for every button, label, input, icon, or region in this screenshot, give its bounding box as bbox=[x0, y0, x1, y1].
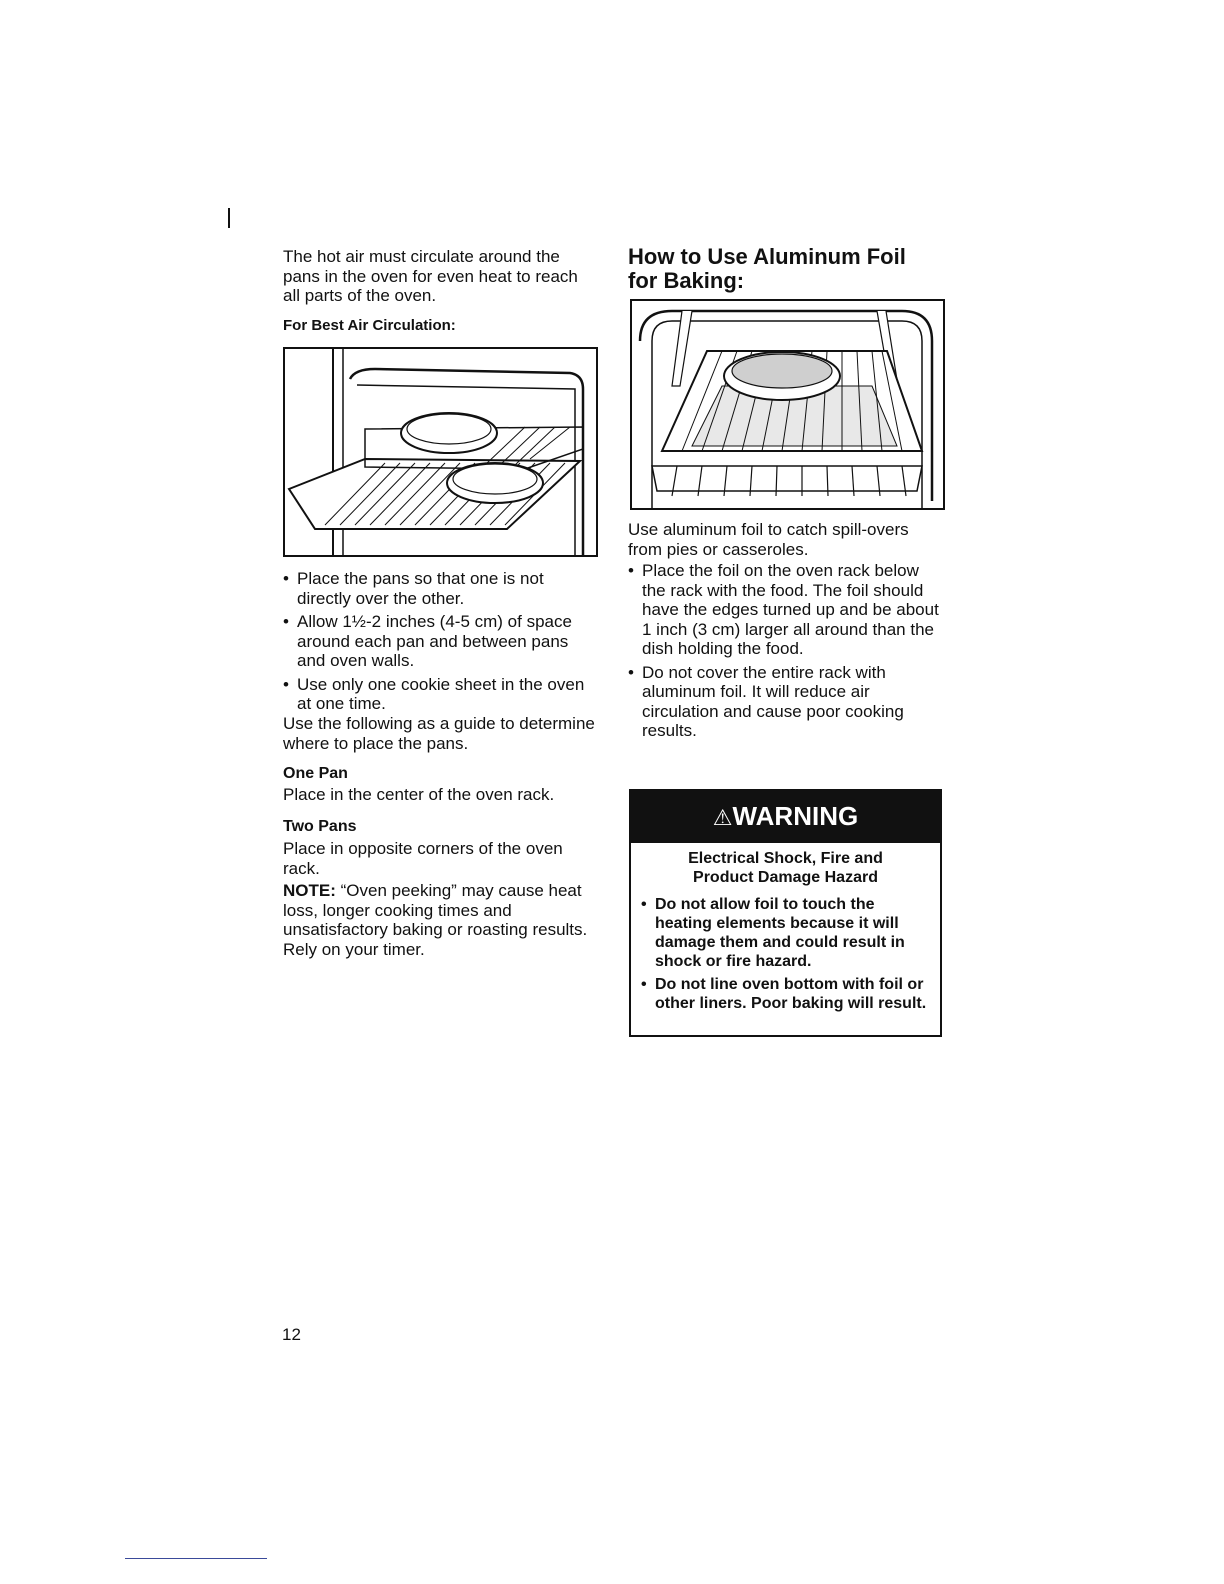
foil-heading: How to Use Aluminum Foil for Baking: bbox=[628, 244, 906, 293]
two-pans-text: Place in opposite corners of the oven rack. bbox=[283, 839, 563, 878]
foil-list bbox=[628, 561, 943, 745]
one-pan-text: Place in the center of the oven rack. bbox=[283, 785, 555, 804]
two-pans-heading: Two Pans bbox=[283, 818, 357, 835]
oven-foil-illustration bbox=[630, 299, 945, 510]
warning-box bbox=[629, 789, 942, 1037]
oven-foil-drawing bbox=[632, 301, 943, 508]
one-pan-heading: One Pan bbox=[283, 765, 348, 782]
warning-header bbox=[631, 791, 940, 843]
intro-paragraph: The hot air must circulate around the pans in the oven for even heat to reach all parts of the oven. bbox=[283, 247, 578, 305]
air-circulation-heading: For Best Air Circulation: bbox=[283, 317, 456, 334]
warning-list bbox=[641, 895, 928, 1013]
margin-mark bbox=[228, 208, 230, 228]
oven-pans-drawing bbox=[285, 349, 596, 555]
guide-paragraph: Use the following as a guide to determine where to place the pans. bbox=[283, 714, 595, 753]
warning-subtitle: Electrical Shock, Fire and Product Damage Hazard bbox=[688, 850, 883, 886]
warning-item-1: • Do not allow foil to touch the heating elements because it will damage them and could result in shock or fire hazard. bbox=[641, 895, 928, 971]
note-label: NOTE: bbox=[283, 881, 336, 900]
note-paragraph bbox=[283, 881, 598, 959]
foil-intro: Use aluminum foil to catch spill-overs from pies or casseroles. bbox=[628, 520, 909, 559]
page-number: 12 bbox=[282, 1325, 301, 1344]
warning-item-2: • Do not line oven bottom with foil or other liners. Poor baking will result. bbox=[641, 975, 928, 1013]
air-circulation-list bbox=[283, 569, 598, 718]
foil-bullet-1: • Place the foil on the oven rack below the rack with the food. The foil should have the edges turned up and be about 1 inch (3 cm) larger all around than the dish holding the food. bbox=[628, 561, 943, 659]
air-bullet-2: • Allow 1½-2 inches (4-5 cm) of space around each pan and between pans and oven walls. bbox=[283, 612, 598, 671]
warning-title: WARNING bbox=[732, 801, 859, 831]
air-bullet-1: • Place the pans so that one is not directly over the other. bbox=[283, 569, 598, 608]
foil-bullet-2: • Do not cover the entire rack with aluminum foil. It will reduce air circulation and cause poor cooking results. bbox=[628, 663, 943, 741]
oven-pans-illustration bbox=[283, 347, 598, 557]
warning-triangle-icon: ⚠ bbox=[712, 805, 733, 830]
footer-rule bbox=[125, 1558, 267, 1559]
air-bullet-3: • Use only one cookie sheet in the oven at one time. bbox=[283, 675, 598, 714]
note-text: “Oven peeking” may cause heat loss, longer cooking times and unsatisfactory baking or roasting results. Rely on your timer. bbox=[283, 881, 588, 959]
